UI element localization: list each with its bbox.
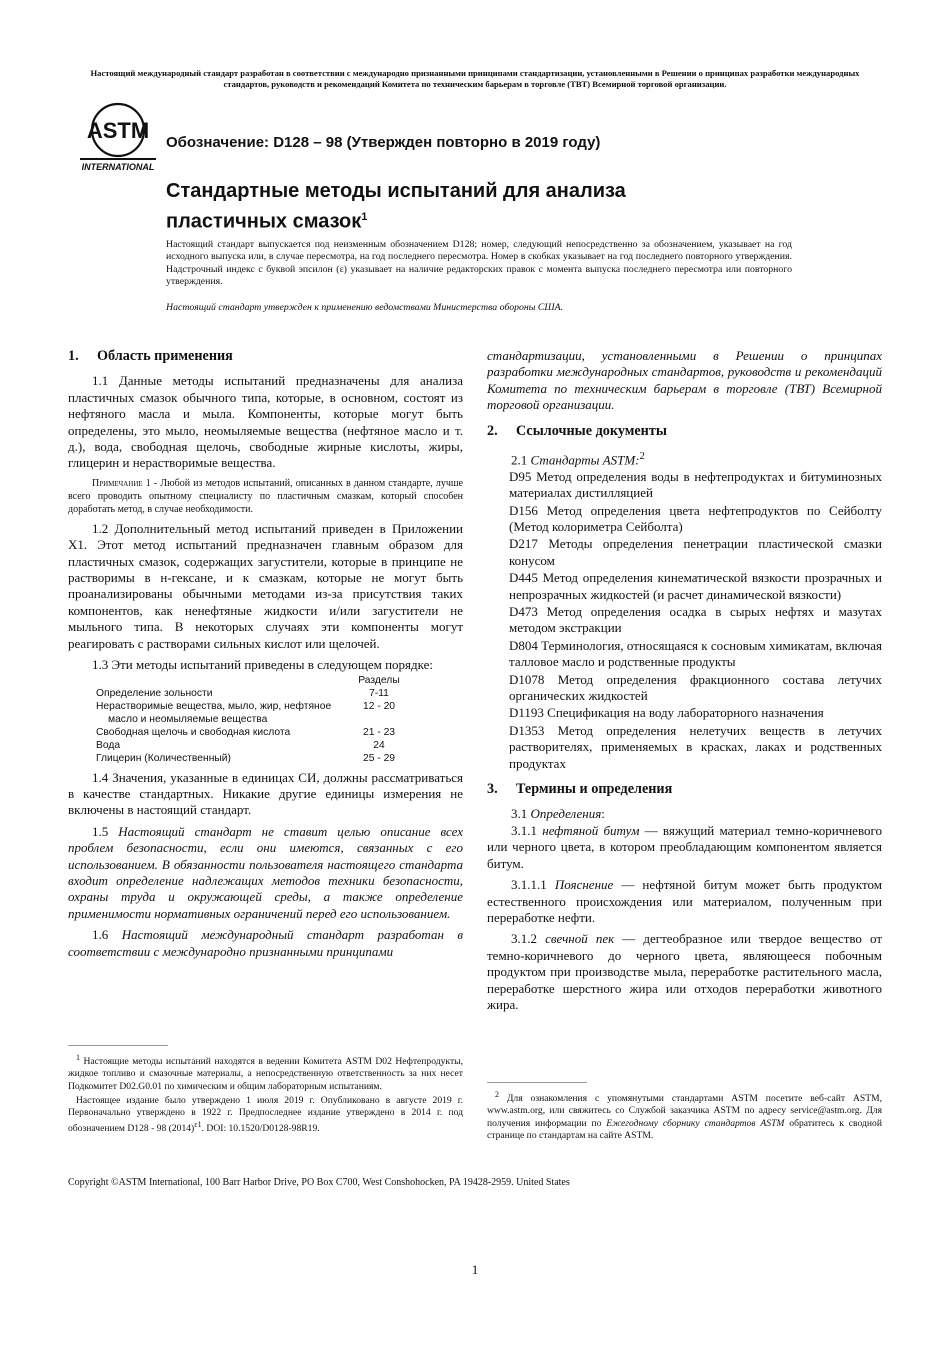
order-table-header: Разделы [358,674,400,686]
copyright: Copyright ©ASTM International, 100 Barr Harbor Drive, PO Box C700, West Conshohocken, PA 19428-2959. United States [68,1177,570,1188]
order-row: Определение зольности 7-11 [96,687,389,699]
title-line-2: пластичных смазок$^1$ [166,210,368,233]
reference-item: D1078 Метод определения фракционного состава летучих органических жидкостей [509,671,882,704]
document-title [166,178,786,235]
reference-item: D95 Метод определения воды в нефтепродуктах и битуминозных материалах дистилляцией [509,468,882,501]
para-3-1-2: 3.1.2 свечной пек — дегтеобразное или твердое вещество от темно-коричневого до черного цвета, являющееся побочным продуктом при производстве мыла, переработке растительного масла, переработке шерстного жира или отходов переработки животного жира. [487,931,883,1012]
section-3-heading: 3. Термины и определения [487,781,673,798]
intro-paragraph: Настоящий стандарт выпускается под неизменным обозначением D128; номер, следующий непосредственно за обозначением, указывает на год исходного выпуска или, в случае пересмотра, на год последнего пересмотра. Номер в скобках указывает на год последнего повторного утверждения. Надстрочный индекс с буквой эпсилон (ε) указывает на наличие редакторских правок с момента выпуска последнего пересмотра или повторного утверждения. [166,239,792,288]
order-row: Нерастворимые вещества, мыло, жир, нефтяное масло и неомыляемые вещества 12 - 20 [96,700,396,725]
logo-international-text: INTERNATIONAL [81,162,155,172]
para-3-1-1: 3.1.1 нефтяной битум — вяжущий материал темно-коричневого или черного цвета, в котором преобладающим компонентом является битум. [487,822,883,871]
reference-item: D445 Метод определения кинематической вязкости прозрачных и непрозрачных жидкостей (и расчет динамической вязкости) [509,570,882,602]
para-1-4: 1.4 Значения, указанные в единицах СИ, должны рассматриваться в качестве стандартных. Никакие другие единицы измерения не включены в настоящий стандарт. [68,769,463,818]
reference-item: D1193 Спецификация на воду лабораторного назначения [509,705,824,721]
footnote-2: $^2$ Для ознакомления с упомянутыми стандартами ASTM посетите веб-сайт ASTM, www.astm.org, или свяжитесь со Службой заказчика ASTM по адресу service@astm.org. Для получения информации по Ежегодному сборнику стандартов ASTM обратитесь к сводной странице по стандартам на сайте ASTM. [487,1090,882,1141]
para-1-5: 1.5 Настоящий стандарт не ставит целью описание всех проблем безопасности, если они имеются, связанных с его использованием. В обязанности пользователя настоящего стандарта входит определение надлежащих методов техники безопасности, охраны труда и окружающей среды, а также определение применимости нормативных ограничений перед его использованием. [68,823,463,921]
designation: Обозначение: D128 – 98 (Утвержден повторно в 2019 году) [166,134,601,151]
title-line-1: Стандартные методы испытаний для анализа [166,180,626,202]
left-column [68,348,463,965]
para-2-1: 2.1 Стандарты ASTM:$^2$ [511,450,645,468]
para-3-1: 3.1 Определения: [511,806,605,822]
para-1-1: 1.1 Данные методы испытаний предназначены для анализа пластичных смазок обычного типа, которые, в основном, состоят из нефтяного масла и мыла. Компоненты, которые могут быть определены, это мыло, неомыляемые вещества (нефтяное масло и т. д.), вода, свободная щелочь, свободные жирные кислоты, жиры, глицерин и нерастворимые вещества. [68,373,463,471]
right-footnotes [487,1082,882,1144]
reference-item: D1353 Метод определения нелетучих веществ в летучих растворителях, применяемых в красках, лаках и родственных продуктах [509,722,882,771]
dod-approval: Настоящий стандарт утвержден к применению ведомствами Министерства обороны США. [166,302,564,313]
right-column [487,348,882,1018]
title-footnote-mark: 1 [361,211,368,223]
order-row: Глицерин (Количественный) 25 - 29 [96,752,396,764]
order-row: Свободная щелочь и свободная кислота 21 - 23 [96,726,396,738]
para-1-6-continued: стандартизации, установленными в Решении о принципах разработки международных стандартов, руководств и рекомендаций Комитета по техническим барьерам в торговле (ТВТ) Всемирной торговой организации. [487,348,882,413]
footnote-1-edition: Настоящее издание было утверждено 1 июля 2019 г. Опубликовано в августе 2019 г. Первоначально утверждено в 1922 г. Предпоследнее издание утверждено в 2014 г. под обозначением D128 - 98 $(2014)^{\varepsilon 1}$. DOI: 10.1520/D0128-98R19. [68,1094,463,1135]
logo-mark-text: ASTM [86,118,150,143]
section-2-heading: 2. Ссылочные документы [487,422,667,439]
reference-item: D804 Терминология, относящаяся к сосновым химикатам, включая талловое масло и родственные продукты [509,637,882,670]
para-1-6: 1.6 Настоящий международный стандарт разработан в соответствии с международно признанными принципами [68,927,463,959]
reference-item: D156 Метод определения цвета нефтепродуктов по Сейболту (Метод колориметра Сейболта) [509,502,882,534]
para-1-2: 1.2 Дополнительный метод испытаний приведен в Приложении X1. Этот метод испытаний предназначен главным образом для пластичных смазок, содержащих загустители, которые в принципе не растворимы в н-гексане, и к смазкам, которые не могут быть проанализированы обычными методами из-за присутствия таких компонентов, как ненефтяные жидкости и/или загустители не мыльного типа. В некоторых случаях эти компоненты могут реагировать с растворами сильных кислот или щелочей. [68,520,463,651]
page-number: 1 [471,1262,479,1277]
note-1: Примечание 1 - Любой из методов испытаний, описанных в данном стандарте, лучше всего проводить опытному специалисту по пластичным смазкам, который способен доработать метод, в случае необходимости. [68,477,463,515]
top-notice: Настоящий международный стандарт разработан в соответствии с международно признанными принципами стандартизации, установленными в Решении о принципах разработки международных стандартов, руководств и рекомендаций Комитета по техническим барьерам в торговле (ТВТ) Всемирной торговой организации. [90,68,860,89]
reference-list [487,469,882,772]
order-row: Вода 24 [96,739,385,751]
section-1-heading: 1. Область применения [68,348,233,364]
left-footnotes [68,1045,463,1138]
reference-item: D473 Метод определения осадка в сырых нефтях и мазутах методом экстракции [509,604,882,636]
para-1-3: 1.3 Эти методы испытаний приведены в следующем порядке: [92,657,434,673]
reference-item: D217 Методы определения пенетрации пластической смазки конусом [509,536,883,568]
footnote-1: $^1$ Настоящие методы испытаний находятся в ведении Комитета ASTM D02 Нефтепродукты, жидкое топливо и смазочные материалы, а непосредственную ответственность за них несет Подкомитет D02.G0.01 по химическим и общим лабораторным испытаниям. [68,1053,463,1092]
astm-logo [78,100,158,174]
para-3-1-1-1: 3.1.1.1 Пояснение — нефтяной битум может быть продуктом естественного происхождения или материалом, полученным при переработке нефти. [487,877,883,925]
order-table [68,674,463,765]
